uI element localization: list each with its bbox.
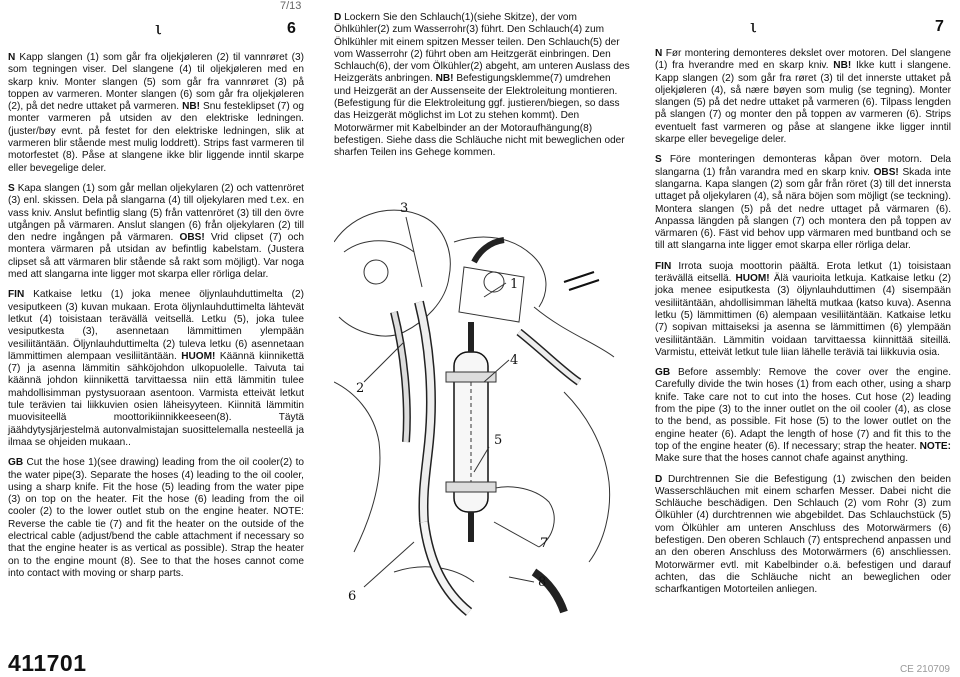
- section-text-continued: Älä vaurioita letkuja. Katkaise letku (2) joka menee esiputkesta (3) öljynlauhduttimen (4) sisempään vesiliitäntään, ahdollisimman läheltä mutkaa (katso kuva). Asenna letku (5) lämmittimen (6) alempaan vesiliitäntään. Katkaise letku (7) sopivan mittaiseksi ja asenna se lämmittimen (6) ylempään vesiliitäntään. Lämmitin voidaan tarvittaessa kiinnittää siteillä. Varmistu, etteivät letkut tule liian lähelle teräviä tai liikkuvia osia.: [655, 273, 951, 358]
- section-text: Durchtrennen Sie die Befestigung (1) zwischen den beiden Wasserschläuchen mit einem scharfen Messer. Dabei nicht die Schläuche beschädigen. Den Schlauch (2) vom Rohr (3) zum Ölkühler (4) durchtrennen wie abgebildet. Das Schlauchstück (5) vom Ölkühler am unteren Anschluss des Motorwärmers (6) befestigen. Den oberen Schlauch (7) entsprechend anpassen und an den oberen Anschluss des Motorwärmers (6) anschliessen. Motorwärmer evtl. mit Kabelbinder o.ä. befestigen und darauf achten, das die Schläuche nicht an beweglichen oder scharfkantigen Motorteilen anliegen.: [655, 473, 951, 596]
- section-no: [8, 52, 304, 175]
- callout-6: 6: [348, 589, 357, 604]
- lang-code: GB: [655, 367, 671, 379]
- section-fi: [655, 261, 951, 359]
- lang-code: S: [8, 182, 15, 194]
- middle-column: [334, 12, 630, 168]
- note-label: OBS!: [179, 232, 205, 244]
- note-label: NB!: [435, 73, 454, 85]
- section-text: Before assembly: Remove the cover over the engine. Carefully divide the twin hoses (1) from each other, using a sharp knife. Take care not to cut into the hoses. Cut hose (2) leading from the pipe (3) to the inner outlet on the oil cooler (4), as close to the bend, as possible. Fit hose (5) to the lower outlet on the engine heater (6). Adapt the length of hose (7) and fit this to the top of the engine heater (6). If necessary; strap the heater.: [655, 367, 951, 452]
- lang-code: D: [334, 12, 342, 23]
- section-text-continued: Make sure that the hoses cannot chafe against anything.: [655, 453, 909, 465]
- section-text: Katkaise letku (1) joka menee öljynlauhduttimelta (2) vesiputkeen (3) kuvan mukaan. Erota öljynlauhduttimelta lähtevät letkut (4) toisistaan terävällä veitsellä. Letku (5), joka tulee vesiputkesta (3), asennetaan lämmittimen ylempään vesiliitäntään. Öljynlauhduttimelta (2) tuleva letku (6) asennetaan lämmittimen alempaan vesiliitäntään.: [8, 289, 304, 362]
- lang-code: D: [655, 473, 663, 485]
- lang-code: FIN: [655, 260, 672, 272]
- section-text-continued: Snu festeklipset (7) og monter varmeren på utsiden av den elektriske ledningen. (juster/bøy evnt. på festet for den elektriske ledningen, slik at varmeren blir stående mest mulig loddrett). Strips fast varmeren til motorfestet (8). Påse at slangene ikke blir liggende inntil skarpe eller bevegelige deler.: [8, 101, 304, 174]
- ce-mark: CE 210709: [899, 664, 950, 675]
- lang-code: GB: [8, 457, 24, 469]
- section-de: [334, 12, 630, 160]
- callout-2: 2: [356, 381, 365, 396]
- left-header-glyph: ι: [155, 18, 163, 39]
- section-text-continued: Vrid clipset (7) och montera värmaren på utsidan av befintlig kabelstam. (Justera clipset så att värmaren blir stående så rakt som möjligt). Var noga med att slangarna inte ligger mot skarpa eller rörliga delar.: [8, 232, 304, 281]
- note-label: OBS!: [873, 166, 899, 178]
- section-text-continued: Skada inte slangarna. Kapa slangen (2) som går från röret (3) till det innersta uttaget på oljekylaren (4), så nära böjen som möjligt (se teckning). Montera slangen (5) på det nedre uttaget på värmaren (6). Anpassa längden på slangen (7) och montera den på toppen av värmaren (6). Fäst vid behov upp värmaren med buntband och se till att slangarna inte ligger emot skarpa eller rörliga delar.: [655, 166, 951, 252]
- right-header-glyph: ι: [750, 16, 758, 37]
- section-text: Kapp slangen (1) som går fra oljekjøleren (2) til vannrøret (3) som tegningen viser. Del slangene (4) til oljekjøleren med en skarp kniv. Monter slangen (5) som går fra vannrøret (3) på toppen av varmeren. Monter slangen (6) som går fra oljekjøleren (2), på det nedre uttaket på varmeren.: [8, 52, 304, 113]
- callout-7: 7: [540, 536, 549, 551]
- section-text: Irrota suoja moottorin päältä. Erota letkut (1) toisistaan terävällä eitsellä.: [655, 260, 951, 285]
- note-label: NB!: [833, 60, 852, 72]
- right-column: [655, 48, 951, 604]
- installation-drawing-svg: [334, 182, 630, 632]
- lang-code: FIN: [8, 289, 25, 301]
- right-page-number: 7: [935, 18, 944, 35]
- section-text: Före monteringen demonteras kåpan över motorn. Dela slangarna (1) från varandra med en skarp kniv.: [655, 154, 951, 178]
- note-label: HUOM!: [181, 350, 216, 362]
- left-column: [8, 52, 304, 588]
- section-no: [655, 48, 951, 146]
- section-gb: [8, 457, 304, 580]
- section-se: [8, 183, 304, 281]
- left-page-number: 6: [287, 20, 296, 37]
- callout-1: 1: [510, 277, 519, 292]
- lang-code: N: [8, 52, 16, 63]
- section-text: Før montering demonteres dekslet over motoren. Del slangene (1) fra hverandre med en skarp kniv.: [655, 48, 951, 72]
- section-text: Lockern Sie den Schlauch(1)(siehe Skitze), der vom Öhlkühler(2) zum Wasserrohr(3) führt. Den Schlauch(4) zum Öhlkühler mit einem spitzen Messer teilen. Den Schlauch(5) der vom Wasserrohr (2) führt oben am Heitzgerät einbringen. Den Schlauch(6), der vom Ölkühler(2) abgeht, am unteren Auslass des Heizgeräts anbringen.: [334, 12, 630, 85]
- section-text-continued: Käännä kiinnikettä (7) ja asenna lämmitin sähköjohdon ulkopuolelle. Taivuta tai käännä johdon kiinnikettä tarvittaessa niin että lämmitin tulee mahdollisimman pystysuoraan asentoon. Varmista etteivät letkut tule terävien tai liikkuvien osien läheisyyteen. Kiinnitä lämmitin muovisiteellä moottorikiinnikkeeseen(8). Täytä jäähdytysjärjestelmä autonvalmistajan suosittelemalla nesteellä ja ilmaa se ohjeiden mukaan..: [8, 350, 304, 448]
- section-text: Cut the hose 1)(see drawing) leading from the oil cooler(2) to the water pipe(3). Separate the hoses (4) leading to the oil cooler, using a sharp knife. Fit the hose (5) leading from the water pipe (3) on top on the heater. Fit the hose (6) leading from the oil cooler (2) to the lower outlet stub on the engine heater. NOTE: Reverse the cable tie (7) and fit the heater on the outside of the electrical cable (adjust/bend the cable attachment if necessary so that the engine heater is as vertical as possible). Strap the heater on to the engine mount (8). See to that the hoses cannot come into contact with moving or sharp parts.: [8, 457, 305, 579]
- callout-8: 8: [538, 575, 547, 590]
- callout-4: 4: [510, 353, 519, 368]
- lang-code: S: [655, 154, 662, 166]
- section-text: Kapa slangen (1) som går mellan oljekylaren (2) och vattenröret (3) enl. skissen. Dela på slangarna (4) till oljekylaren med t.ex. en vass kniv. Anslut befintlig slang (5) från vattenröret (3) till den övre utgången på värmaren. Anslut slangen (6) från oljekylaren (2) till den nedre ingången på värmaren.: [8, 182, 304, 244]
- section-gb: [655, 367, 951, 465]
- section-text-continued: Ikke kutt i slangene. Kapp slangen (2) som går fra røret (3) til det innerste uttaket på oljekjøleren (4), så nære bøyen som mulig (se tegning). Monter slangen (5) på det nedre uttaket på varmeren (6). Tilpass lengden på slangen (7) og monter den på toppen av varmeren (6). Strips eventuelt fast varmeren og påse at slangene ikke ligger inntil skarpe eller bevegelige deler.: [655, 60, 952, 146]
- section-de: [655, 474, 951, 597]
- note-label: NB!: [182, 101, 201, 113]
- callout-3: 3: [400, 201, 409, 216]
- callout-5: 5: [494, 433, 503, 448]
- page-count: 7/13: [280, 0, 302, 12]
- note-label: HUOM!: [735, 273, 770, 285]
- note-label: NOTE:: [919, 440, 951, 452]
- section-fi: [8, 289, 304, 449]
- section-se: [655, 154, 951, 252]
- installation-drawing: [334, 182, 630, 632]
- document-number: 411701: [8, 650, 87, 676]
- section-text-continued: Befestigungsklemme(7) umdrehen und Heizgerät an der Aussenseite der Elektroleitung montieren. (Befestigung für die Elektroleitung ggf. justieren/biegen, so dass das Heizgerät möglichst im Lot zu stehen kommt). Den Motorwärmer mit Kabelbinder an der Motoraufhängung(8) befestigen. Siehe dass die Schläuche nicht mit beweglichen oder sharfen Teilen ins Gehege kommen.: [334, 73, 625, 159]
- lang-code: N: [655, 48, 663, 59]
